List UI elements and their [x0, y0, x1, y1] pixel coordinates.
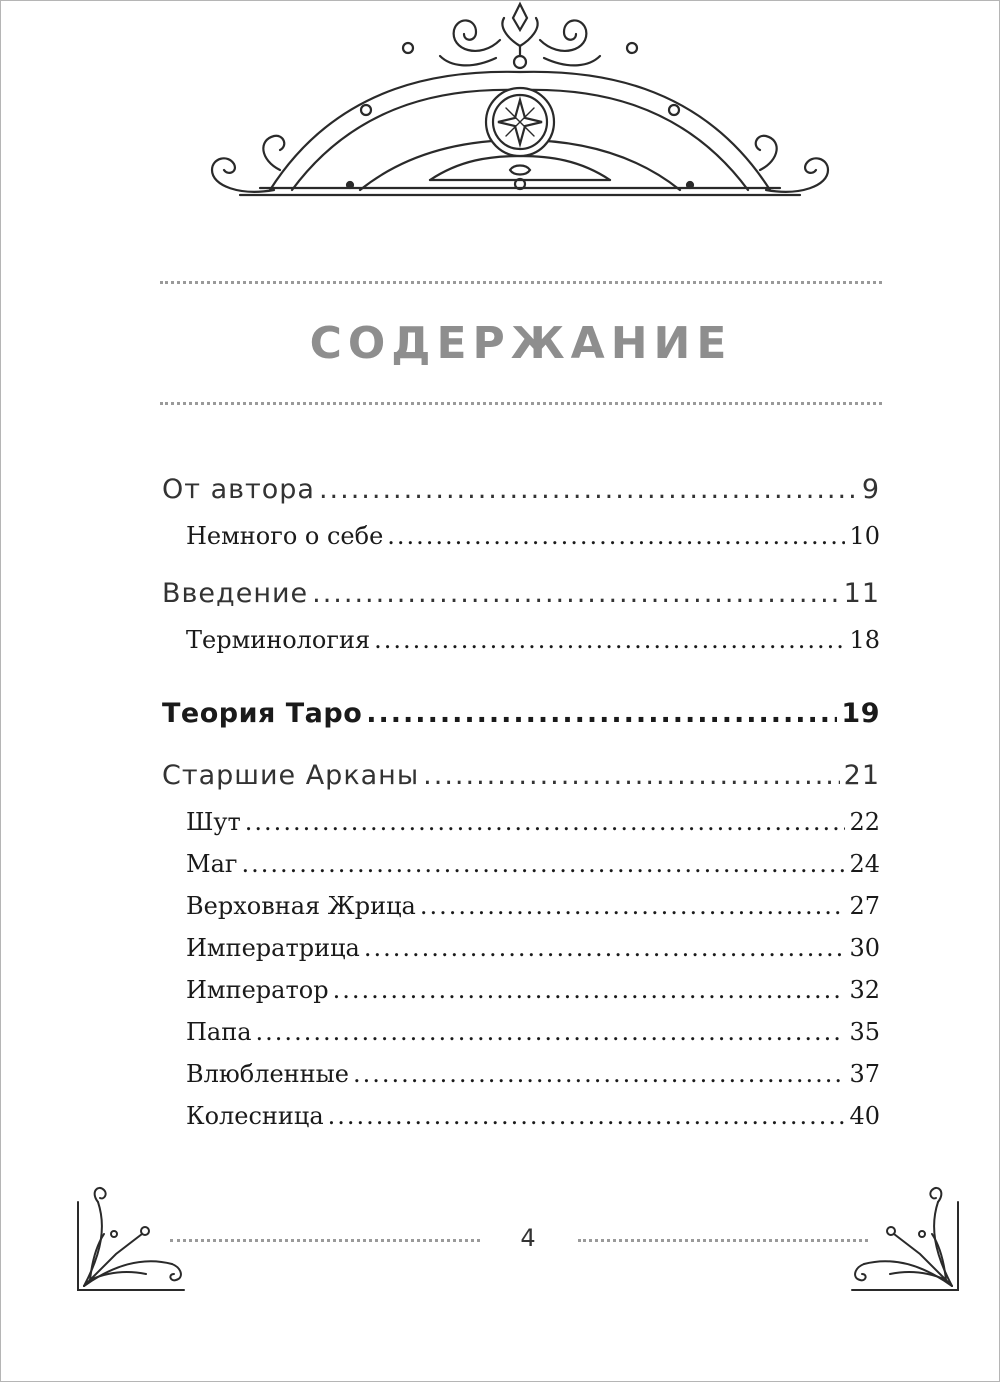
toc-entry-page: 22	[849, 808, 880, 836]
top-dotted-rule	[160, 281, 882, 284]
toc-entry-page: 32	[849, 976, 880, 1004]
toc-entry-label: Шут	[186, 808, 241, 836]
toc-dot-leader	[256, 1018, 846, 1046]
toc-dot-leader	[374, 626, 845, 654]
toc-entry-page: 40	[849, 1102, 880, 1130]
toc-entry-page: 21	[843, 760, 880, 791]
footer-right-dotted-rule	[578, 1239, 868, 1242]
toc-entry-shut[interactable]	[186, 808, 880, 836]
toc-entry-label: Немного о себе	[186, 522, 384, 550]
toc-dot-leader	[241, 850, 845, 878]
footer-left-dotted-rule	[170, 1239, 480, 1242]
toc-dot-leader	[312, 578, 840, 609]
toc-dot-leader	[387, 522, 845, 550]
corner-flourish-right-icon	[848, 1182, 964, 1294]
toc-entry-label: Терминология	[186, 626, 371, 654]
ornamental-arch-icon	[200, 0, 840, 205]
corner-flourish-left-icon	[72, 1182, 188, 1294]
toc-entry-page: 18	[849, 626, 880, 654]
toc-dot-leader	[328, 1102, 846, 1130]
toc-dot-leader	[420, 892, 846, 920]
toc-entry-label: Введение	[162, 578, 309, 609]
title-bottom-dotted-rule	[160, 402, 882, 405]
toc-entry-label: Маг	[186, 850, 238, 878]
toc-entry-label: Императрица	[186, 934, 360, 962]
toc-entry-nemnogo-o-sebe[interactable]	[186, 522, 880, 550]
toc-entry-starshie-arkany[interactable]	[162, 760, 880, 791]
toc-entry-vvedenie[interactable]	[162, 578, 880, 609]
toc-entry-page: 9	[861, 474, 880, 505]
toc-entry-page: 27	[849, 892, 880, 920]
toc-entry-page: 35	[849, 1018, 880, 1046]
toc-entry-imperatrica[interactable]	[186, 934, 880, 962]
page-title: СОДЕРЖАНИЕ	[309, 318, 733, 369]
toc-entry-label: Влюбленные	[186, 1060, 349, 1088]
toc-entry-terminologiya[interactable]	[186, 626, 880, 654]
toc-entry-page: 30	[849, 934, 880, 962]
toc-entry-page: 37	[849, 1060, 880, 1088]
toc-entry-label: Верховная Жрица	[186, 892, 416, 920]
toc-dot-leader	[366, 698, 837, 729]
toc-entry-verhovnaya-zhrica[interactable]	[186, 892, 880, 920]
toc-entry-page: 19	[841, 698, 880, 729]
toc-dot-leader	[353, 1060, 845, 1088]
toc-entry-label: Колесница	[186, 1102, 324, 1130]
toc-entry-teoriya-taro[interactable]	[162, 698, 880, 729]
toc-entry-vlyublennye[interactable]	[186, 1060, 880, 1088]
toc-entry-label: От автора	[162, 474, 315, 505]
page-number: 4	[520, 1224, 536, 1252]
toc-entry-page: 11	[843, 578, 880, 609]
toc-entry-ot-avtora[interactable]	[162, 474, 880, 505]
toc-entry-page: 24	[849, 850, 880, 878]
toc-entry-label: Старшие Арканы	[162, 760, 420, 791]
toc-dot-leader	[245, 808, 846, 836]
toc-entry-label: Император	[186, 976, 329, 1004]
toc-entry-page: 10	[849, 522, 880, 550]
toc-dot-leader	[423, 760, 839, 791]
toc-dot-leader	[333, 976, 846, 1004]
toc-entry-papa[interactable]	[186, 1018, 880, 1046]
toc-dot-leader	[364, 934, 846, 962]
toc-entry-label: Папа	[186, 1018, 252, 1046]
toc-entry-kolesnica[interactable]	[186, 1102, 880, 1130]
toc-entry-imperator[interactable]	[186, 976, 880, 1004]
toc-entry-mag[interactable]	[186, 850, 880, 878]
toc-entry-label: Теория Таро	[162, 698, 363, 729]
toc-dot-leader	[319, 474, 858, 505]
